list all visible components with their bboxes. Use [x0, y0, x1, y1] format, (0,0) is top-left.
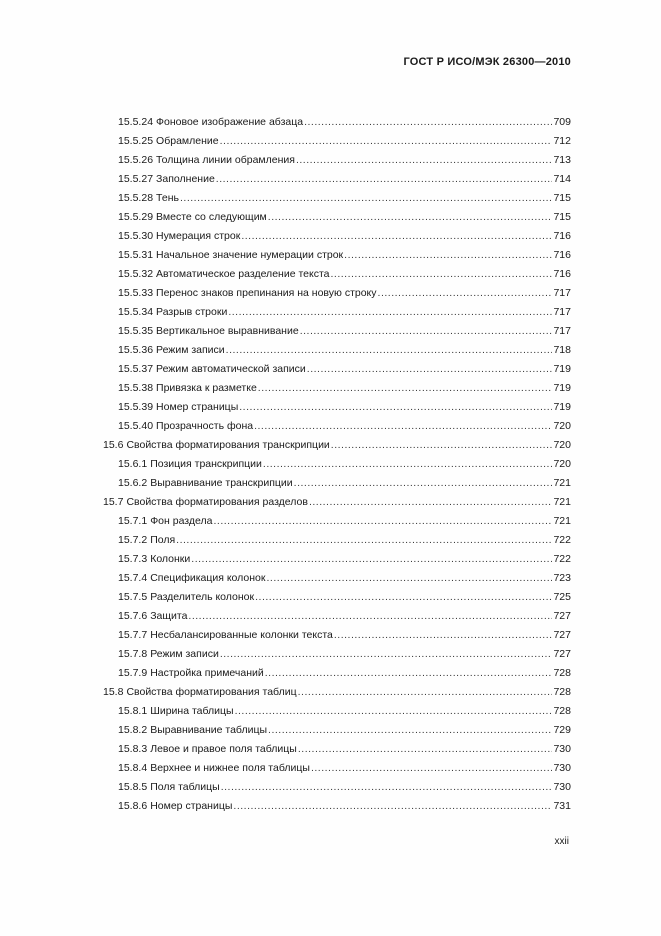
toc-leader-dots — [268, 210, 553, 224]
toc-entry-page: 717 — [553, 287, 571, 299]
toc-entry-title: Разрыв строки — [156, 306, 228, 318]
toc-entry[interactable] — [118, 362, 571, 376]
toc-entry-title: Вместе со следующим — [156, 211, 267, 223]
toc-entry-number: 15.5.25 — [118, 135, 154, 147]
toc-entry-title: Спецификация колонок — [150, 572, 266, 584]
toc-leader-dots — [216, 172, 553, 186]
toc-leader-dots — [266, 571, 552, 585]
toc-entry-page: 716 — [553, 230, 571, 242]
toc-entry-title: Поля таблицы — [150, 781, 220, 793]
toc-entry-title: Выравнивание таблицы — [150, 724, 268, 736]
toc-entry-page: 709 — [553, 116, 571, 128]
toc-entry-page: 713 — [553, 154, 571, 166]
toc-entry[interactable] — [118, 267, 571, 281]
toc-entry-page: 730 — [553, 781, 571, 793]
toc-entry[interactable] — [118, 609, 571, 623]
toc-entry[interactable] — [103, 438, 571, 452]
page-number: xxii — [554, 836, 569, 847]
toc-entry[interactable] — [118, 305, 571, 319]
toc-entry-number: 15.8.5 — [118, 781, 148, 793]
toc-entry-number: 15.7.7 — [118, 629, 148, 641]
toc-entry[interactable] — [118, 400, 571, 414]
toc-entry[interactable] — [118, 153, 571, 167]
toc-leader-dots — [268, 723, 552, 737]
toc-entry-page: 714 — [553, 173, 571, 185]
toc-entry-page: 717 — [553, 306, 571, 318]
toc-entry-number: 15.5.29 — [118, 211, 154, 223]
toc-entry-title: Номер страницы — [156, 401, 239, 413]
toc-leader-dots — [294, 476, 553, 490]
toc-entry[interactable] — [118, 647, 571, 661]
toc-entry-page: 721 — [553, 496, 571, 508]
toc-entry-page: 717 — [553, 325, 571, 337]
toc-entry-page: 727 — [553, 648, 571, 660]
toc-entry-page: 720 — [553, 439, 571, 451]
toc-entry-page: 721 — [553, 477, 571, 489]
toc-leader-dots — [226, 343, 553, 357]
toc-entry-title: Заполнение — [156, 173, 215, 185]
toc-leader-dots — [254, 419, 552, 433]
toc-entry[interactable] — [118, 115, 571, 129]
toc-entry[interactable] — [118, 476, 571, 490]
toc-entry-page: 715 — [553, 192, 571, 204]
toc-entry[interactable] — [118, 666, 571, 680]
toc-entry[interactable] — [118, 343, 571, 357]
toc-entry-page: 715 — [553, 211, 571, 223]
toc-entry-number: 15.5.34 — [118, 306, 154, 318]
toc-entry-title: Привязка к разметке — [156, 382, 257, 394]
toc-entry-title: Перенос знаков препинания на новую строку — [156, 287, 377, 299]
toc-entry[interactable] — [118, 248, 571, 262]
toc-entry-title: Вертикальное выравнивание — [156, 325, 299, 337]
toc-leader-dots — [221, 780, 553, 794]
toc-entry[interactable] — [118, 723, 571, 737]
toc-entry[interactable] — [118, 381, 571, 395]
toc-entry[interactable] — [118, 742, 571, 756]
toc-entry-number: 15.8 — [103, 686, 124, 698]
toc-entry-page: 731 — [553, 800, 571, 812]
toc-entry-title: Номер страницы — [150, 800, 233, 812]
toc-entry-number: 15.8.4 — [118, 762, 148, 774]
toc-entry-page: 718 — [553, 344, 571, 356]
toc-entry-number: 15.6.1 — [118, 458, 148, 470]
toc-entry-number: 15.8.1 — [118, 705, 148, 717]
toc-entry[interactable] — [118, 229, 571, 243]
toc-entry-page: 712 — [553, 135, 571, 147]
toc-entry-page: 719 — [553, 401, 571, 413]
toc-entry-title: Толщина линии обрамления — [156, 154, 295, 166]
toc-entry[interactable] — [118, 571, 571, 585]
toc-entry[interactable] — [118, 761, 571, 775]
toc-entry[interactable] — [118, 780, 571, 794]
toc-entry-number: 15.5.31 — [118, 249, 154, 261]
toc-leader-dots — [334, 628, 553, 642]
toc-leader-dots — [188, 609, 552, 623]
toc-entry-title: Разделитель колонок — [150, 591, 255, 603]
toc-leader-dots — [180, 191, 552, 205]
toc-entry-title: Настройка примечаний — [150, 667, 264, 679]
toc-entry-number: 15.6 — [103, 439, 124, 451]
toc-entry-page: 720 — [553, 420, 571, 432]
toc-entry-page: 730 — [553, 762, 571, 774]
toc-entry-title: Колонки — [150, 553, 191, 565]
toc-entry-title: Режим записи — [156, 344, 225, 356]
toc-entry-title: Поля — [150, 534, 176, 546]
toc-entry-number: 15.5.28 — [118, 192, 154, 204]
toc-leader-dots — [233, 799, 552, 813]
toc-entry-page: 727 — [553, 629, 571, 641]
toc-leader-dots — [239, 400, 552, 414]
toc-entry-number: 15.5.38 — [118, 382, 154, 394]
toc-entry-title: Фоновое изображение абзаца — [156, 116, 304, 128]
toc-entry-number: 15.7.9 — [118, 667, 148, 679]
toc-entry-title: Режим автоматической записи — [156, 363, 306, 375]
toc-leader-dots — [258, 381, 553, 395]
toc-leader-dots — [263, 457, 553, 471]
toc-entry-page: 728 — [553, 686, 571, 698]
toc-entry[interactable] — [118, 628, 571, 642]
toc-entry-page: 719 — [553, 363, 571, 375]
toc-leader-dots — [255, 590, 552, 604]
toc-leader-dots — [176, 533, 552, 547]
toc-entry-number: 15.5.32 — [118, 268, 154, 280]
toc-entry[interactable] — [118, 134, 571, 148]
toc-leader-dots — [378, 286, 553, 300]
toc-leader-dots — [311, 761, 553, 775]
toc-entry-number: 15.7.2 — [118, 534, 148, 546]
toc-entry-page: 727 — [553, 610, 571, 622]
toc-entry-title: Обрамление — [156, 135, 219, 147]
toc-entry-title: Фон раздела — [150, 515, 213, 527]
toc-entry[interactable] — [118, 172, 571, 186]
toc-entry-title: Левое и правое поля таблицы — [150, 743, 297, 755]
toc-entry-page: 719 — [553, 382, 571, 394]
toc-entry-title: Ширина таблицы — [150, 705, 234, 717]
toc-leader-dots — [265, 666, 553, 680]
toc-leader-dots — [304, 115, 552, 129]
toc-entry-number: 15.5.24 — [118, 116, 154, 128]
toc-leader-dots — [298, 685, 553, 699]
toc-entry-title: Режим записи — [150, 648, 219, 660]
toc-entry[interactable] — [118, 799, 571, 813]
toc-entry-number: 15.6.2 — [118, 477, 148, 489]
toc-leader-dots — [330, 267, 552, 281]
toc-leader-dots — [307, 362, 553, 376]
toc-entry[interactable] — [118, 514, 571, 528]
toc-entry-number: 15.7.8 — [118, 648, 148, 660]
toc-entry-title: Защита — [150, 610, 188, 622]
toc-entry-number: 15.7.4 — [118, 572, 148, 584]
toc-leader-dots — [309, 495, 553, 509]
toc-entry-number: 15.7.6 — [118, 610, 148, 622]
toc-entry-page: 728 — [553, 705, 571, 717]
toc-entry[interactable] — [118, 286, 571, 300]
toc-entry-title: Свойства форматирования транскрипции — [126, 439, 330, 451]
toc-entry-number: 15.5.27 — [118, 173, 154, 185]
toc-entry-page: 725 — [553, 591, 571, 603]
toc-entry-page: 721 — [553, 515, 571, 527]
toc-entry-number: 15.5.35 — [118, 325, 154, 337]
toc-entry-page: 722 — [553, 553, 571, 565]
toc-entry-number: 15.5.33 — [118, 287, 154, 299]
toc-entry-number: 15.7 — [103, 496, 124, 508]
toc-leader-dots — [344, 248, 552, 262]
toc-entry-title: Несбалансированные колонки текста — [150, 629, 333, 641]
toc-entry-number: 15.5.36 — [118, 344, 154, 356]
toc-leader-dots — [241, 229, 552, 243]
toc-leader-dots — [296, 153, 553, 167]
toc-entry-number: 15.7.3 — [118, 553, 148, 565]
toc-entry[interactable] — [118, 533, 571, 547]
toc-entry-title: Выравнивание транскрипции — [150, 477, 293, 489]
toc-entry-page: 716 — [553, 249, 571, 261]
toc-entry[interactable] — [118, 704, 571, 718]
toc-leader-dots — [220, 134, 553, 148]
toc-entry-number: 15.8.2 — [118, 724, 148, 736]
toc-leader-dots — [331, 438, 553, 452]
toc-entry-number: 15.7.5 — [118, 591, 148, 603]
toc-entry-number: 15.5.26 — [118, 154, 154, 166]
toc-entry-page: 730 — [553, 743, 571, 755]
toc-entry[interactable] — [118, 552, 571, 566]
toc-entry-page: 729 — [553, 724, 571, 736]
toc-entry-title: Позиция транскрипции — [150, 458, 262, 470]
toc-leader-dots — [220, 647, 553, 661]
toc-entry-number: 15.8.3 — [118, 743, 148, 755]
toc-leader-dots — [228, 305, 552, 319]
toc-entry[interactable] — [118, 590, 571, 604]
toc-entry-title: Автоматическое разделение текста — [156, 268, 330, 280]
toc-entry-title: Верхнее и нижнее поля таблицы — [150, 762, 310, 774]
toc-entry-number: 15.5.39 — [118, 401, 154, 413]
toc-entry-title: Прозрачность фона — [156, 420, 254, 432]
toc-entry-number: 15.5.30 — [118, 230, 154, 242]
toc-entry[interactable] — [103, 685, 571, 699]
toc-leader-dots — [298, 742, 553, 756]
toc-entry[interactable] — [118, 324, 571, 338]
toc-entry-title: Тень — [156, 192, 179, 204]
toc-entry-title: Нумерация строк — [156, 230, 241, 242]
page-header-title: ГОСТ Р ИСО/МЭК 26300—2010 — [403, 56, 571, 68]
toc-entry[interactable] — [103, 495, 571, 509]
toc-entry-page: 728 — [553, 667, 571, 679]
toc-leader-dots — [213, 514, 552, 528]
toc-leader-dots — [300, 324, 553, 338]
toc-entry-title: Свойства форматирования таблиц — [126, 686, 297, 698]
toc-entry-page: 720 — [553, 458, 571, 470]
toc-entry-number: 15.7.1 — [118, 515, 148, 527]
toc-entry-title: Свойства форматирования разделов — [126, 496, 308, 508]
toc-entry-number: 15.8.6 — [118, 800, 148, 812]
toc-entry-title: Начальное значение нумерации строк — [156, 249, 344, 261]
toc-entry-number: 15.5.37 — [118, 363, 154, 375]
toc-entry[interactable] — [118, 457, 571, 471]
toc-entry-page: 722 — [553, 534, 571, 546]
toc-entry[interactable] — [118, 210, 571, 224]
toc-leader-dots — [235, 704, 553, 718]
toc-leader-dots — [191, 552, 552, 566]
toc-entry-number: 15.5.40 — [118, 420, 154, 432]
toc-entry-page: 723 — [553, 572, 571, 584]
toc-entry[interactable] — [118, 419, 571, 433]
toc-entry[interactable] — [118, 191, 571, 205]
toc-entry-page: 716 — [553, 268, 571, 280]
